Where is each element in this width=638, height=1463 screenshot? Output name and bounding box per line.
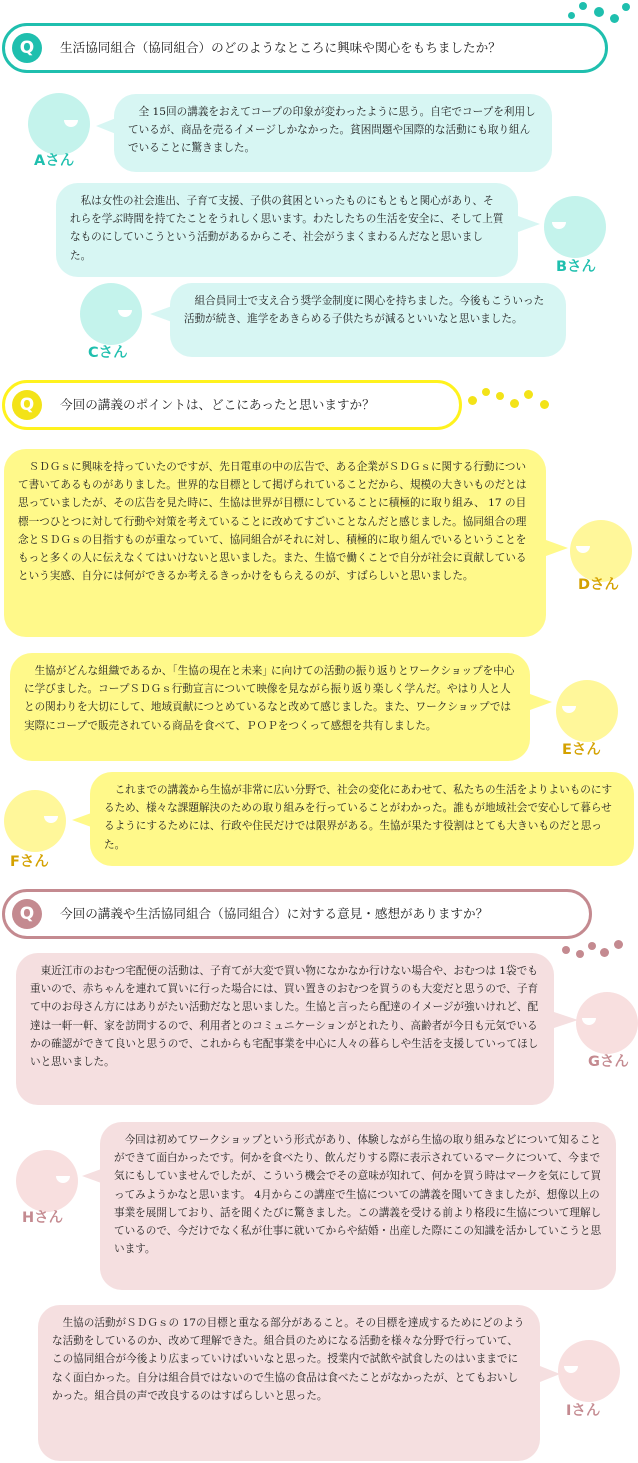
answer-bubble-e [10,653,530,761]
answer-bubble-g [16,953,554,1105]
answer-bubble-c [170,283,566,357]
bubble-tail-e [530,694,552,710]
answer-bubble-h [100,1122,616,1290]
bubble-tail-c [150,306,172,322]
speaker-name-g: Gさん [588,1054,629,1070]
answer-bubble-a [114,94,552,172]
answer-text-b: 私は女性の社会進出、子育て支援、子供の貧困といったものにもともと関心があり、それらを学ぶ時間を持てたことをうれしく思います。わたしたちの生活を安全に、そして上質なものにしていこうという活動があるからこそ、社会がうまくまわるんだなと思いました。 [70,195,504,262]
answer-bubble-b [56,183,518,277]
answer-text-f: これまでの講義から生協が非常に広い分野で、社会の変化にあわせて、私たちの生活をよりよいものにするため、様々な課題解決のための取り組みを行っていることがわかった。誰もが地域社会で安心して暮らせるようにするためには、行政や住民だけでは限界がある。生協が果たす役割はとても大きいものだと思った。 [104,784,613,851]
answer-text-i: 生協の活動がＳＤＧｓの 17の目標と重なる部分があること。その目標を達成するためにどのような活動をしているのか、改めて理解できた。組合員のためになる活動を様々な分野で行っていて、この協同組合が今後より広まっていけばいいなと思った。授業内で試飲や試食したのはいままでになく面白かった。自分は組合員ではないので生協の食品は食べたことがなかったが、とてもおいしかった。組合員の声で改良するのはすばらしいと思った。 [52,1317,525,1402]
answer-text-c: 組合員同士で支え合う奨学金制度に関心を持ちました。今後もこういった活動が続き、進学をあきらめる子供たちが減るといいなと思いました。 [184,295,545,326]
bubble-tail-a [96,118,116,134]
avatar-f [4,790,66,852]
bubble-tail-g [554,1012,578,1028]
answer-text-d: ＳＤＧｓに興味を持っていたのですが、先日電車の中の広告で、ある企業がＳＤＧｓに関する行動について書いてあるものがありました。世界的な目標として掲げられていることだから、規模の大きいものだとは思っていましたが、その広告を見た時に、生協は世界が目標にしていることに積極的に取り組み、 17 の目標一つひとつに対して行動や対策を考えていることに改めてすごいことなんだと感じました。協同組合の理念とＳＤＧｓの目指すものが重なっていて、協同組合がそれに対し、積極的に取り組んでいるということをもっと多くの人に伝えなくてはいけないと思いました。また、生協で働くことで自分が社会に貢献しているという実感、自分には何ができるか考えるきっかけをもらえるのが、すばらしいと思いました。 [18,461,527,583]
answer-text-e: 生協がどんな組織であるか、｢生協の現在と未来｣ に向けての活動の振り返りとワークショップを中心に学びました。コープＳＤＧｓ行動宣言について映像を見ながら振り返り楽しく学んだ。やはり人と人との関わりを大切にして、地域貢献につとめているなと改めて感じました。また、ワークショップでは実際にコープで販売されている商品を食べて、ＰＯＰをつくって感想を共有しました。 [24,665,515,732]
speaker-name-i: Iさん [566,1403,601,1419]
question-text-1: 生活協同組合（協同組合）のどのようなところに興味や関心をもちましたか？ [60,40,501,55]
q-mark-icon: Q [12,390,42,420]
bubble-tail-b [518,216,540,232]
answer-text-h: 今回は初めてワークショップという形式があり、体験しながら生協の取り組みなどについて知ることができて面白かったです。何かを食べたり、飲んだりする際に表示されているマークについて、今まで気にもしていませんでしたが、こういう機会でその意味が知れて、何かを買う時はマークを気にして買ってみようかなと思います。 4月からこの講座で生協についての講義を聞いてきましたが、想像以上の事業を展開しており、話を聞くたびに驚きました。この講義を受ける前より格段に生協について理解しているので、今だけでなく私が仕事に就いてからや結婚・出産した際にこの知識を活かしていこうと思います。 [114,1134,602,1256]
decorative-dots-pink [562,938,638,960]
decorative-dots-yellow [468,386,558,412]
answer-bubble-d [4,449,546,637]
q-mark-icon: Q [12,33,42,63]
avatar-c [80,283,142,345]
answer-bubble-f [90,772,634,866]
bubble-tail-i [540,1366,560,1382]
answer-text-a: 全 15回の講義をおえてコープの印象が変わったように思う。自宅でコープを利用しているが、商品を売るイメージしかなかった。貧困問題や国際的な活動にも取り組んでいることに驚きました。 [128,106,536,155]
speaker-name-h: Hさん [22,1210,64,1226]
avatar-h [16,1150,78,1212]
speaker-name-a: Aさん [34,153,75,169]
avatar-a [28,93,90,155]
speaker-name-c: Cさん [88,345,128,361]
bubble-tail-d [546,540,568,556]
speaker-name-b: Bさん [556,259,597,275]
speaker-name-d: Dさん [578,577,620,593]
speaker-name-f: Fさん [10,854,49,870]
answer-bubble-i [38,1305,540,1461]
answer-text-g: 東近江市のおむつ宅配便の活動は、子育てが大変で買い物になかなか行けない場合や、おむつは 1袋でも重いので、赤ちゃんを連れて買いに行った場合には、買い置きのおむつを買うのも大変だと思うので、子育て中のお母さん方にはありがたい活動だなと思いました。生協と言ったら配達のイメージが強いけれど、配達は一軒一軒、家を訪問するので、利用者とのコミュニケーションがとれたり、高齢者が今日も元気でいるかの確認ができて良いと思うので、これからも宅配事業を中心に人々の暮らしや生活を支援していってほしいと思いました。 [30,965,539,1069]
question-text-2: 今回の講義のポイントは、どこにあったと思いますか？ [60,397,375,412]
q-mark-icon: Q [12,899,42,929]
speaker-name-e: Eさん [562,742,601,758]
question-text-3: 今回の講義や生活協同組合（協同組合）に対する意見・感想がありますか？ [60,906,489,921]
